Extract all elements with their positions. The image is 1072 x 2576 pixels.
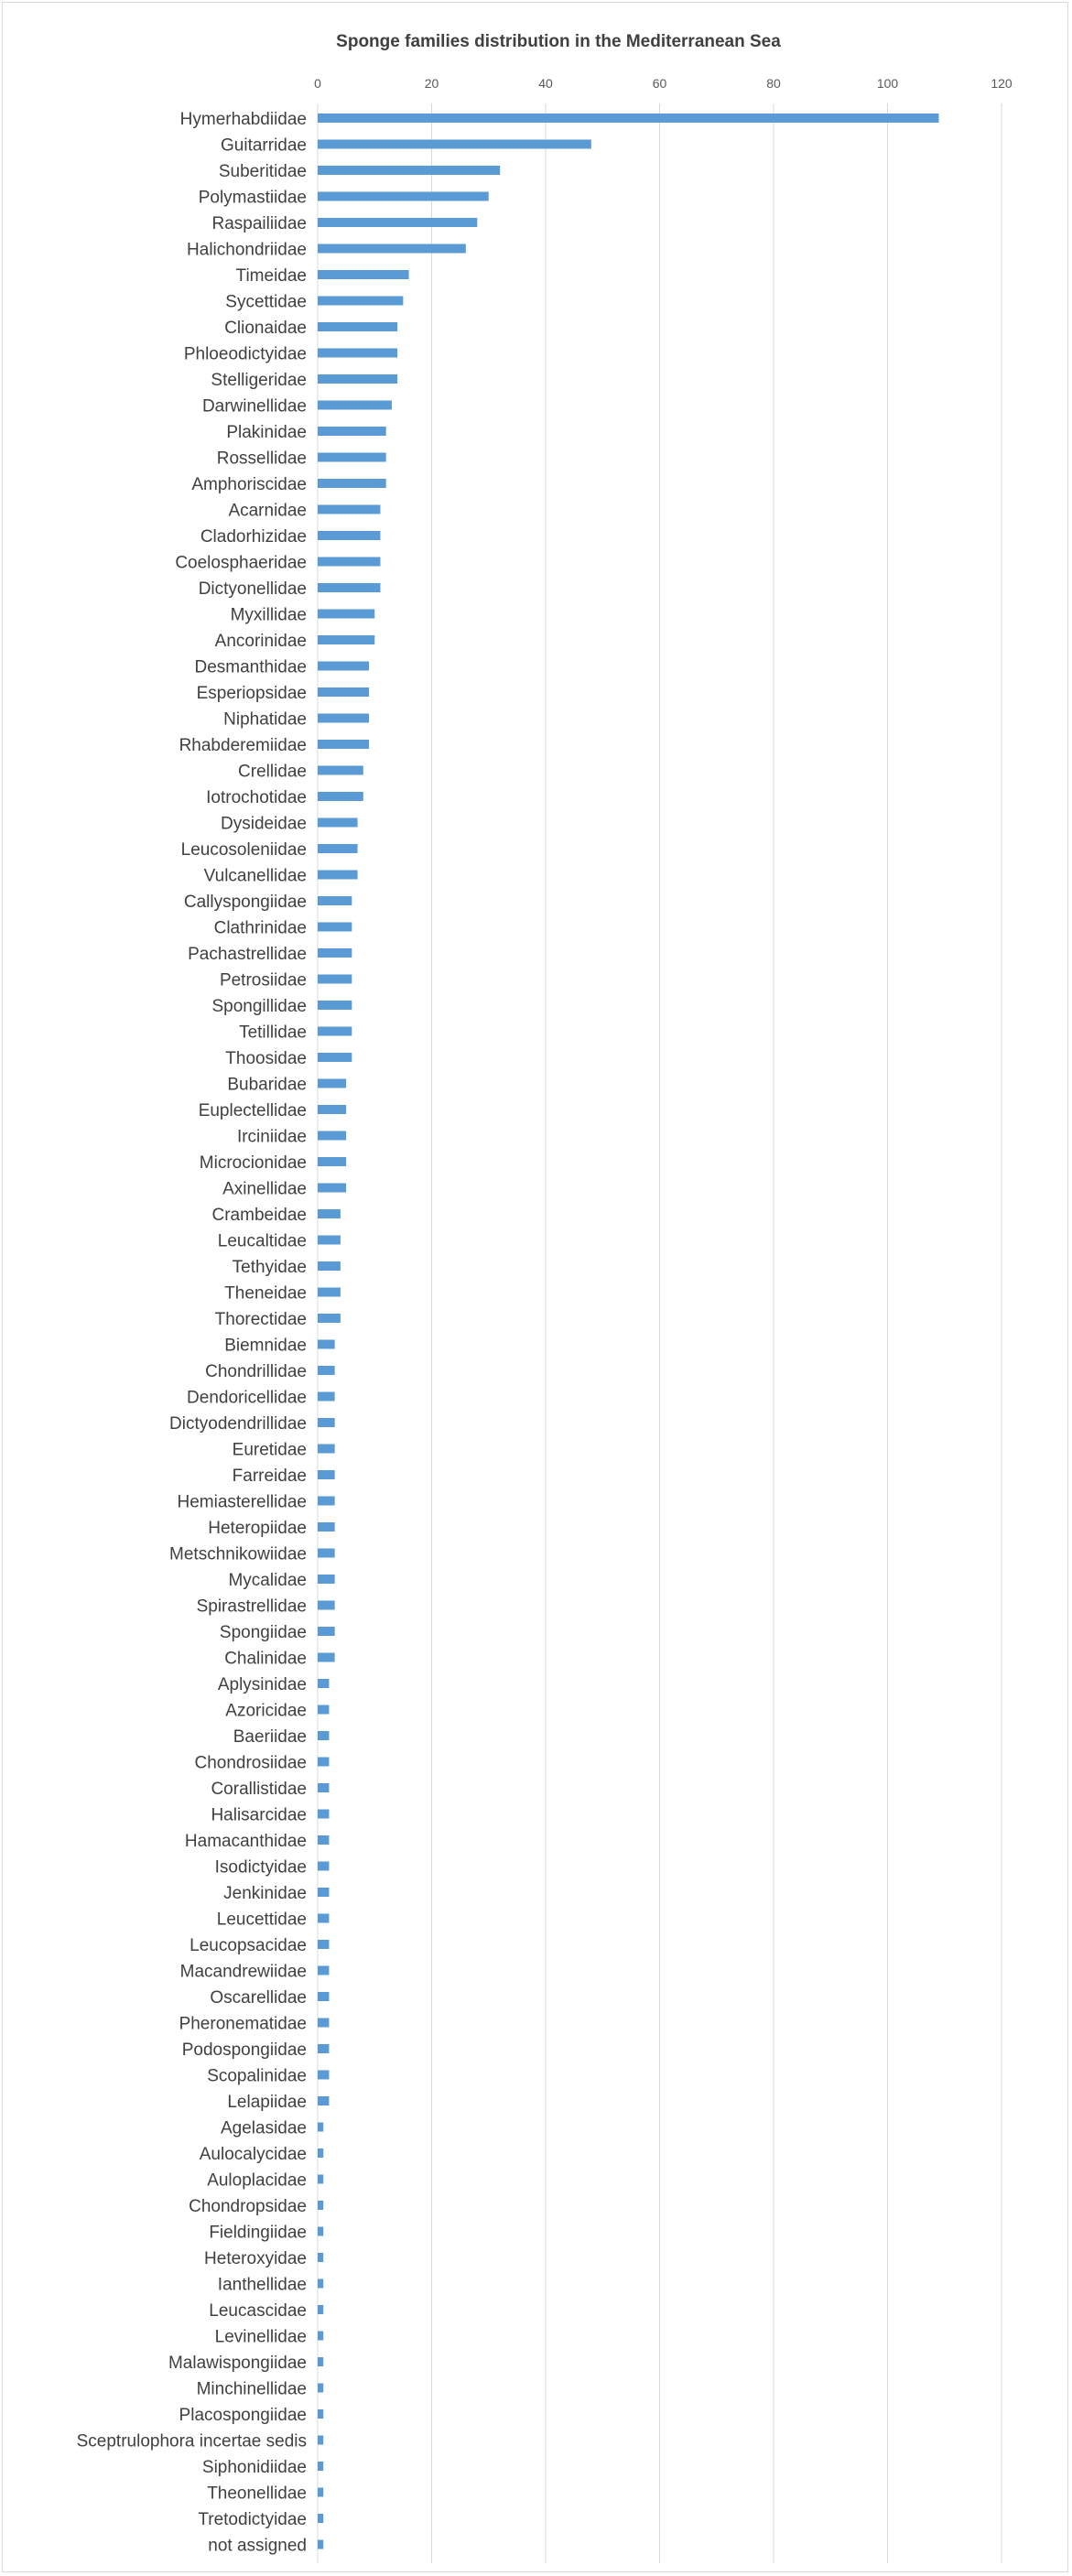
bar <box>318 1992 329 2001</box>
bar <box>318 218 477 227</box>
bar <box>318 2044 329 2053</box>
bar <box>318 1366 335 1375</box>
bar <box>318 2175 323 2184</box>
category-label: Theneidae <box>224 1283 307 1304</box>
category-label: Chondrillidae <box>205 1362 307 1381</box>
bar <box>318 1810 329 1819</box>
category-label: Pheronematidae <box>179 2014 307 2034</box>
bar <box>318 192 489 201</box>
category-label: not assigned <box>208 2536 307 2556</box>
category-label: Siphonidiidae <box>201 2458 307 2477</box>
bar <box>318 792 363 801</box>
category-label: Leucaltidae <box>217 1231 307 1251</box>
x-tick-label: 60 <box>652 76 667 91</box>
bar <box>318 1418 335 1427</box>
bar <box>318 322 397 331</box>
category-label: Ancorinidae <box>214 632 307 651</box>
bar <box>318 1679 329 1688</box>
category-label: Myxillidae <box>230 605 307 625</box>
category-label: Farreidae <box>232 1467 307 1486</box>
category-label: Spongiidae <box>219 1623 307 1642</box>
category-label: Agelasidae <box>220 2118 307 2138</box>
category-label: Euplectellidae <box>198 1101 307 1120</box>
category-label: Aulocalycidae <box>199 2145 307 2164</box>
bar <box>318 687 369 697</box>
category-label: Lelapiidae <box>227 2093 307 2112</box>
bar <box>318 401 392 410</box>
bar <box>318 2436 323 2445</box>
category-label: Halisarcidae <box>211 1805 307 1825</box>
x-tick-label: 120 <box>991 76 1012 91</box>
category-label: Fieldingiidae <box>209 2223 307 2243</box>
bar <box>318 1627 335 1636</box>
category-label: Timeidae <box>235 266 307 286</box>
bar <box>318 1053 352 1062</box>
category-label: Leucascidae <box>209 2301 307 2321</box>
bar <box>318 1601 335 1610</box>
bar <box>318 583 380 592</box>
category-label: Dictyonellidae <box>198 579 307 599</box>
category-label: Dictyodendrillidae <box>169 1414 307 1434</box>
category-label: Azoricidae <box>225 1701 307 1721</box>
category-label: Suberitidae <box>218 162 307 181</box>
category-label: Microcionidae <box>199 1153 307 1173</box>
bar <box>318 1705 329 1715</box>
x-tick-label: 80 <box>766 76 781 91</box>
bar <box>318 453 386 462</box>
bar <box>318 374 397 384</box>
bar <box>318 531 380 540</box>
category-label: Heteroxyidae <box>204 2249 307 2268</box>
bar <box>318 2071 329 2080</box>
category-label: Thorectidae <box>214 1310 307 1329</box>
bar <box>318 297 403 306</box>
category-label: Isodictyidae <box>214 1857 307 1878</box>
x-tick-label: 20 <box>424 76 439 91</box>
bar <box>318 1340 335 1349</box>
bars <box>318 114 939 2549</box>
category-label: Cladorhizidae <box>200 527 307 547</box>
bar <box>318 557 380 567</box>
category-label: Esperiopsidae <box>196 684 307 703</box>
bar <box>318 2096 329 2105</box>
category-label: Corallistidae <box>211 1780 307 1799</box>
bar <box>318 923 352 932</box>
bar <box>318 1209 341 1218</box>
bar <box>318 2201 323 2210</box>
category-label: Jenkinidae <box>223 1884 307 1903</box>
category-label: Heteropiidae <box>208 1519 307 1538</box>
category-label: Guitarridae <box>221 135 307 156</box>
category-label: Hemiasterellidae <box>177 1492 307 1512</box>
category-label: Leucosoleniidae <box>180 840 307 860</box>
bar <box>318 349 397 358</box>
category-label: Pachastrellidae <box>188 945 307 964</box>
bar <box>318 427 386 436</box>
bar-chart <box>3 3 1069 2573</box>
category-label: Iotrochotidae <box>206 788 307 807</box>
bar <box>318 871 358 880</box>
bar <box>318 2540 323 2549</box>
category-labels <box>77 110 307 2556</box>
bar <box>318 1184 346 1193</box>
bar <box>318 1236 341 1245</box>
category-label: Callyspongiidae <box>183 893 307 912</box>
x-tick-label: 100 <box>876 76 899 91</box>
bar <box>318 1888 329 1897</box>
category-label: Dendoricellidae <box>187 1388 307 1408</box>
bar <box>318 662 369 671</box>
bar <box>318 2409 323 2419</box>
category-label: Vulcanellidae <box>203 866 307 886</box>
category-label: Thoosidae <box>225 1049 307 1068</box>
bar <box>318 140 591 149</box>
category-label: Minchinellidae <box>196 2379 307 2399</box>
bar <box>318 1131 346 1141</box>
category-label: Tethyidae <box>232 1258 307 1277</box>
bar <box>318 244 466 254</box>
category-label: Baeriidae <box>233 1727 307 1747</box>
category-label: Hamacanthidae <box>184 1832 307 1851</box>
category-label: Sycettidae <box>225 292 307 312</box>
category-label: Petrosiidae <box>219 970 307 990</box>
bar <box>318 479 386 488</box>
category-label: Spirastrellidae <box>196 1596 307 1617</box>
category-label: Clathrinidae <box>213 918 307 938</box>
bar <box>318 1914 329 1923</box>
bar <box>318 1392 335 1402</box>
bar <box>318 1497 335 1506</box>
category-label: Polymastiidae <box>198 188 307 208</box>
bar <box>318 740 369 749</box>
category-label: Levinellidae <box>214 2327 307 2347</box>
category-label: Auloplacidae <box>207 2170 307 2191</box>
bar <box>318 1731 329 1740</box>
bar <box>318 1261 341 1271</box>
chart-title: Sponge families distribution in the Mediterranean Sea <box>336 32 781 51</box>
bar <box>318 1940 329 1949</box>
bar <box>318 2019 329 2028</box>
bar <box>318 505 380 514</box>
bar <box>318 1001 352 1010</box>
category-label: Axinellidae <box>222 1179 307 1199</box>
category-label: Hymerhabdiidae <box>179 110 307 129</box>
category-label: Chondropsidae <box>189 2197 307 2216</box>
category-label: Sceptrulophora incertae sedis <box>76 2431 307 2452</box>
bar <box>318 2305 323 2314</box>
bar <box>318 1314 341 1323</box>
bar <box>318 635 374 644</box>
category-label: Crambeidae <box>211 1206 307 1225</box>
x-tick-label: 40 <box>538 76 553 91</box>
bar <box>318 1549 335 1558</box>
bar <box>318 2148 323 2158</box>
category-label: Crellidae <box>238 762 307 782</box>
category-label: Euretidae <box>232 1440 307 1460</box>
bar <box>318 2514 323 2523</box>
category-label: Podospongiidae <box>181 2040 307 2060</box>
category-label: Biemnidae <box>224 1336 307 1356</box>
bar <box>318 1027 352 1036</box>
bar <box>318 2384 323 2393</box>
bar <box>318 1966 329 1975</box>
category-label: Metschnikowiidae <box>169 1544 307 1564</box>
bar <box>318 2357 323 2366</box>
bar <box>318 766 363 775</box>
bar <box>318 1445 335 1454</box>
x-tick-label: 0 <box>314 76 321 91</box>
category-label: Placospongiidae <box>179 2406 307 2425</box>
category-label: Niphatidae <box>223 709 307 730</box>
bar <box>318 1157 346 1166</box>
category-label: Leucettidae <box>216 1910 307 1930</box>
bar <box>318 2253 323 2262</box>
category-label: Ianthellidae <box>217 2275 307 2295</box>
bar <box>318 844 358 853</box>
category-label: Halichondriidae <box>187 240 307 260</box>
bar <box>318 1835 329 1845</box>
bar <box>318 818 358 828</box>
bar <box>318 1758 329 1767</box>
bar <box>318 166 500 175</box>
gridlines <box>318 103 1002 2563</box>
category-label: Acarnidae <box>228 501 307 521</box>
category-label: Oscarellidae <box>210 1988 307 2008</box>
bar <box>318 1470 335 1479</box>
bar <box>318 610 374 619</box>
bar <box>318 1079 346 1088</box>
category-label: Chondrosiidae <box>194 1753 307 1773</box>
bar <box>318 1862 329 1871</box>
bar <box>318 1783 329 1792</box>
category-label: Malawispongiidae <box>168 2354 307 2373</box>
category-label: Scopalinidae <box>207 2066 307 2086</box>
bar <box>318 896 352 905</box>
chart-frame <box>2 2 1068 2572</box>
bar <box>318 270 409 279</box>
category-label: Dysideidae <box>221 814 307 834</box>
category-label: Tetillidae <box>239 1023 307 1043</box>
category-label: Amphoriscidae <box>191 475 307 494</box>
category-label: Plakinidae <box>226 423 307 442</box>
category-label: Leucopsacidae <box>189 1936 307 1955</box>
category-label: Desmanthidae <box>194 657 307 677</box>
bar <box>318 1653 335 1662</box>
x-axis-ticks <box>314 76 1012 91</box>
category-label: Raspailiidae <box>211 214 307 233</box>
bar <box>318 2488 323 2497</box>
category-label: Irciniidae <box>236 1127 307 1147</box>
bar <box>318 2332 323 2341</box>
bar <box>318 2462 323 2471</box>
category-label: Macandrewiidae <box>179 1962 307 1982</box>
category-label: Theonellidae <box>207 2484 307 2504</box>
bar <box>318 1522 335 1532</box>
category-label: Coelosphaeridae <box>175 553 307 573</box>
bar <box>318 2279 323 2289</box>
bar <box>318 948 352 958</box>
bar <box>318 1105 346 1114</box>
bar <box>318 114 939 123</box>
bar <box>318 714 369 723</box>
category-label: Tretodictyidae <box>198 2510 307 2529</box>
bar <box>318 975 352 984</box>
category-label: Spongillidae <box>211 997 307 1016</box>
category-label: Rossellidae <box>216 449 307 469</box>
category-label: Phloeodictyidae <box>183 344 307 364</box>
bar <box>318 1288 341 1297</box>
category-label: Stelligeridae <box>211 371 307 390</box>
bar <box>318 2123 323 2132</box>
category-label: Aplysinidae <box>217 1675 307 1694</box>
category-label: Chalinidae <box>224 1649 307 1669</box>
category-label: Darwinellidae <box>201 396 307 417</box>
category-label: Mycalidae <box>228 1571 307 1590</box>
category-label: Bubaridae <box>227 1075 307 1095</box>
category-label: Rhabderemiidae <box>179 736 307 755</box>
bar <box>318 1575 335 1584</box>
category-label: Clionaidae <box>224 319 307 338</box>
bar <box>318 2227 323 2236</box>
